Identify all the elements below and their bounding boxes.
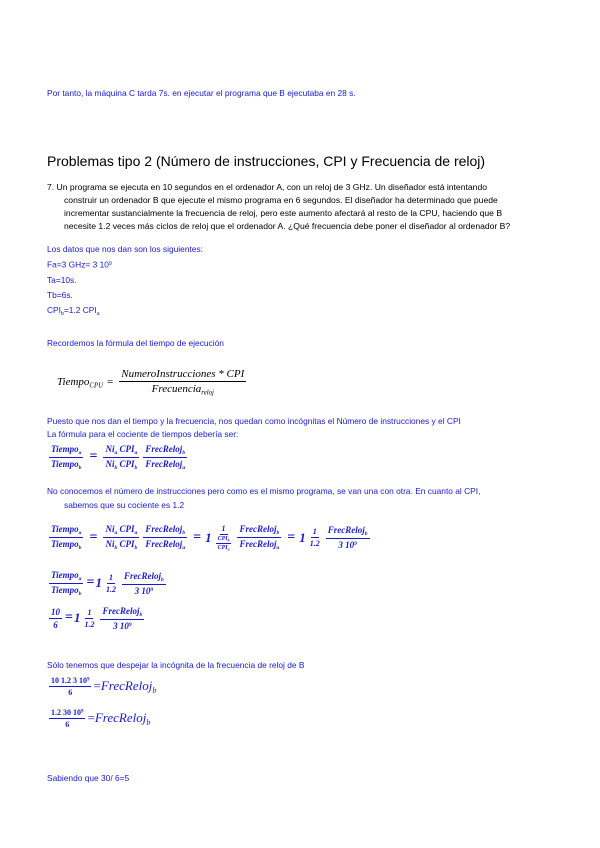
eq5-fraction <box>49 676 91 697</box>
eq1-frec-b: FrecReloj <box>145 444 183 454</box>
eq1-frec-a: FrecReloj <box>145 458 183 469</box>
eq1-time-frac <box>49 444 83 471</box>
eq3-sub-b: b <box>78 590 82 597</box>
eq1-sub-b: b <box>78 464 82 471</box>
eq2-ni-a-sub: a <box>114 530 118 537</box>
eq2-one-1: 1 <box>205 529 212 545</box>
formula-eq: = <box>107 376 114 389</box>
eq2-frec-over-3e9 <box>326 525 370 550</box>
intro-text: Por tanto, la máquina C tarda 7s. en ejecutar el programa que B ejecutaba en 28 s. <box>47 88 356 98</box>
eq2-frec-a: FrecReloj <box>145 539 183 550</box>
eq3-frec-over-3e9 <box>122 571 166 596</box>
eq2-nicpi-frac <box>103 524 139 551</box>
recall-text: Recordemos la fórmula del tiempo de ejecución <box>47 338 224 348</box>
eq4-equals: = <box>65 610 73 626</box>
problem-line-3: incrementar sustancialmente la frecuencia de reloj, pero este aumento afectará al resto de la CPU, haciendo que B <box>64 208 503 218</box>
eq2-sub-b: b <box>78 545 82 552</box>
eq1-sub-a: a <box>78 449 82 456</box>
eq2-ni-b-sub: b <box>114 545 118 552</box>
given-fa-exp: 9 <box>108 261 112 267</box>
eq3-sub-a: a <box>78 575 82 582</box>
eq2-frec-frac-2 <box>237 524 281 551</box>
eq4-ten-over-six <box>49 607 62 630</box>
formula-lhs-text: Tiempo <box>57 375 90 388</box>
ni-explanation <box>47 484 480 512</box>
eq2-f3-nine: 9 <box>354 541 357 548</box>
formula-den-sub: reloj <box>201 389 214 397</box>
eq3-oot-onetwo: 1.2 <box>105 584 116 594</box>
eq6-fraction <box>49 708 85 729</box>
eq2-frec-b-sub: b <box>182 530 186 537</box>
eq5-frec-sub: b <box>152 685 157 695</box>
formula-lhs <box>57 376 103 389</box>
eq2-cpi-b: CPI <box>119 539 135 550</box>
eq5-rhs <box>93 678 156 695</box>
equation-6 <box>47 708 150 729</box>
eq1-frec-b-sub: b <box>182 449 186 456</box>
formula-den-text: Frecuencia <box>151 383 202 395</box>
eq1-equals: = <box>89 449 98 465</box>
eq2-cpi-b-sub: b <box>134 545 138 552</box>
eq1-ni-a-sub: a <box>114 449 118 456</box>
equation-4 <box>47 606 146 631</box>
eq2-sub-a: a <box>78 530 82 537</box>
eq1-tiempo-a: Tiempo <box>51 444 79 454</box>
eq2-cpi-a-sub: a <box>134 530 138 537</box>
eq2-inner-cpi-b: CPI <box>217 536 228 542</box>
eq2-ratio-one: 1 <box>221 524 226 533</box>
given-ta: Ta=10s. <box>47 274 77 285</box>
given-cpi-label: CPI <box>47 304 61 315</box>
eq2-frec2-a: FrecReloj <box>239 539 277 550</box>
eq3-oot-one: 1 <box>108 572 113 582</box>
equation-5 <box>47 676 156 697</box>
eq2-ni-a: Ni <box>105 524 115 535</box>
formula-lhs-sub: CPU <box>89 381 104 389</box>
eq2-frec-frac <box>143 524 187 551</box>
eq4-three10: 3 10 <box>113 620 129 631</box>
eq4-frec-b-sub: b <box>139 611 143 618</box>
eq4-one: 1 <box>73 610 81 626</box>
eq2-frec2-b: FrecReloj <box>239 524 277 535</box>
eq2-cpi-a: CPI <box>119 524 135 535</box>
eq1-cpi-b: CPI <box>119 458 135 469</box>
eq1-ni-b: Ni <box>105 458 115 469</box>
eq3-three10: 3 10 <box>134 585 151 596</box>
eq3-frec-b-sub: b <box>160 576 164 583</box>
eq2-inner-cpi-a-sub: a <box>227 547 230 552</box>
formula-denominator <box>150 382 216 396</box>
eq2-one-over-onetwo <box>308 527 322 548</box>
eq3-one: 1 <box>95 575 102 591</box>
formula-fraction <box>119 368 246 396</box>
eq3-tiempo-b: Tiempo <box>51 584 79 595</box>
problem-line-4: necesite 1.2 veces más ciclos de reloj que el ordenador A. ¿Qué frecuencia debe poner el diseñador al ordenador B? <box>64 221 511 231</box>
given-title: Los datos que nos dan son los siguientes: <box>47 244 203 254</box>
eq4-six: 6 <box>53 619 58 630</box>
eq2-equals-3: = <box>287 529 296 545</box>
eq2-oot-onetwo: 1.2 <box>309 539 320 549</box>
given-cpi <box>47 303 203 322</box>
eq2-frec-a-sub: a <box>182 545 186 552</box>
conclusion-text: Sabiendo que 30/ 6=5 <box>47 773 130 783</box>
eq1-ni-b-sub: b <box>114 464 118 471</box>
given-fa <box>47 257 203 273</box>
eq6-num: 1.2 30 10 <box>51 708 81 717</box>
eq2-time-frac <box>49 524 83 551</box>
eq2-tiempo-b: Tiempo <box>51 539 79 550</box>
eq1-cpi-b-sub: b <box>134 464 138 471</box>
eq6-frec-sub: b <box>146 717 151 727</box>
equation-1 <box>47 444 189 471</box>
eq2-cpi-inner <box>216 536 232 552</box>
eq2-inner-cpi-b-sub: b <box>227 538 230 543</box>
eq1-nicpi-frac <box>103 444 139 471</box>
eq2-frec-b: FrecReloj <box>145 524 183 535</box>
ni-text-2: sabemos que su cociente es 1.2 <box>64 500 185 510</box>
eq5-num: 10 1.2 3 10 <box>51 676 87 685</box>
eq1-cpi-a: CPI <box>119 444 135 454</box>
equation-2 <box>47 524 372 552</box>
eq3-frec-b: FrecReloj <box>123 570 161 581</box>
eq6-frec: FrecReloj <box>94 710 147 726</box>
section-heading: Problemas tipo 2 (Número de instrucciones, CPI y Frecuencia de reloj) <box>47 153 486 169</box>
formula-numerator: NumeroInstrucciones * CPI <box>121 368 245 380</box>
eq2-frec2-b-sub: b <box>276 530 280 537</box>
unknowns-text: Puesto que nos dan el tiempo y la frecuencia, nos quedan como incógnitas el Número de instrucciones y el CPI <box>47 416 461 426</box>
eq2-ni-b: Ni <box>105 539 115 550</box>
eq2-frec2-a-sub: a <box>276 545 280 552</box>
solve-text: Sólo tenemos que despejar la incógnita de la frecuencia de reloj de B <box>47 660 305 670</box>
eq1-ni-a: Ni <box>105 444 115 454</box>
eq5-nine: 9 <box>87 677 90 683</box>
eq3-tiempo-a: Tiempo <box>51 570 79 580</box>
eq3-nine: 9 <box>150 587 154 594</box>
given-cpi-sub-b: b <box>60 310 64 317</box>
problem-line-2: construir un ordenador B que ejecute el mismo programa en 6 segundos. El diseñador ha determinado que puede <box>64 195 498 205</box>
ni-text-1: No conocemos el número de instrucciones pero como es el mismo programa, se van una con otra. En cuanto al CPI, <box>47 486 481 496</box>
cpu-time-formula <box>57 368 248 396</box>
given-cpi-sub-a: a <box>96 310 100 317</box>
given-cpi-mid: =1.2 CPI <box>63 304 97 315</box>
eq2-cpi-ratio <box>214 524 234 552</box>
eq3-time-frac <box>49 570 83 597</box>
eq2-f3-frec-b: FrecReloj <box>327 525 365 536</box>
eq4-ten: 10 <box>51 606 60 617</box>
eq5-frec: FrecReloj <box>100 678 153 694</box>
eq6-equals: = <box>87 710 95 726</box>
eq5-equals: = <box>93 678 101 694</box>
eq1-tiempo-b: Tiempo <box>51 458 79 469</box>
eq1-frec-frac <box>143 444 187 471</box>
equation-3 <box>47 570 168 597</box>
given-data <box>47 242 203 321</box>
given-tb: Tb=6s. <box>47 289 73 300</box>
eq2-tiempo-a: Tiempo <box>51 524 79 535</box>
eq2-equals-2: = <box>193 529 202 545</box>
unknowns-block <box>47 415 461 441</box>
eq4-one-over-onetwo <box>82 608 96 629</box>
eq4-frec-b: FrecReloj <box>102 606 140 616</box>
ratio-text: La fórmula para el cociente de tiempos debería ser: <box>47 429 239 439</box>
eq1-frec-a-sub: a <box>182 464 186 471</box>
eq2-f3-frec-b-sub: b <box>364 531 368 538</box>
eq2-inner-cpi-a: CPI <box>217 545 228 552</box>
eq3-one-over-onetwo <box>104 573 118 594</box>
given-fa-text: Fa=3 GHz= 3 10 <box>47 259 109 270</box>
eq4-frec-over-3e9 <box>100 606 144 631</box>
problem-statement <box>47 181 587 233</box>
eq2-equals-1: = <box>89 529 98 545</box>
eq4-oot-onetwo: 1.2 <box>84 619 95 629</box>
eq4-oot-one: 1 <box>87 607 92 617</box>
eq5-six: 6 <box>68 688 73 697</box>
eq6-nine: 9 <box>81 709 84 715</box>
eq6-six: 6 <box>65 720 70 729</box>
eq2-one-2: 1 <box>299 529 306 545</box>
eq4-nine: 9 <box>128 622 132 629</box>
eq2-f3-three10: 3 10 <box>338 540 355 551</box>
eq2-oot-one: 1 <box>312 527 317 537</box>
eq3-equals: = <box>86 575 95 591</box>
eq6-rhs <box>87 710 150 727</box>
problem-line-1: 7. Un programa se ejecuta en 10 segundos en el ordenador A, con un reloj de 3 GHz. Un diseñador está intentando <box>47 182 488 192</box>
eq1-cpi-a-sub: a <box>134 449 138 456</box>
